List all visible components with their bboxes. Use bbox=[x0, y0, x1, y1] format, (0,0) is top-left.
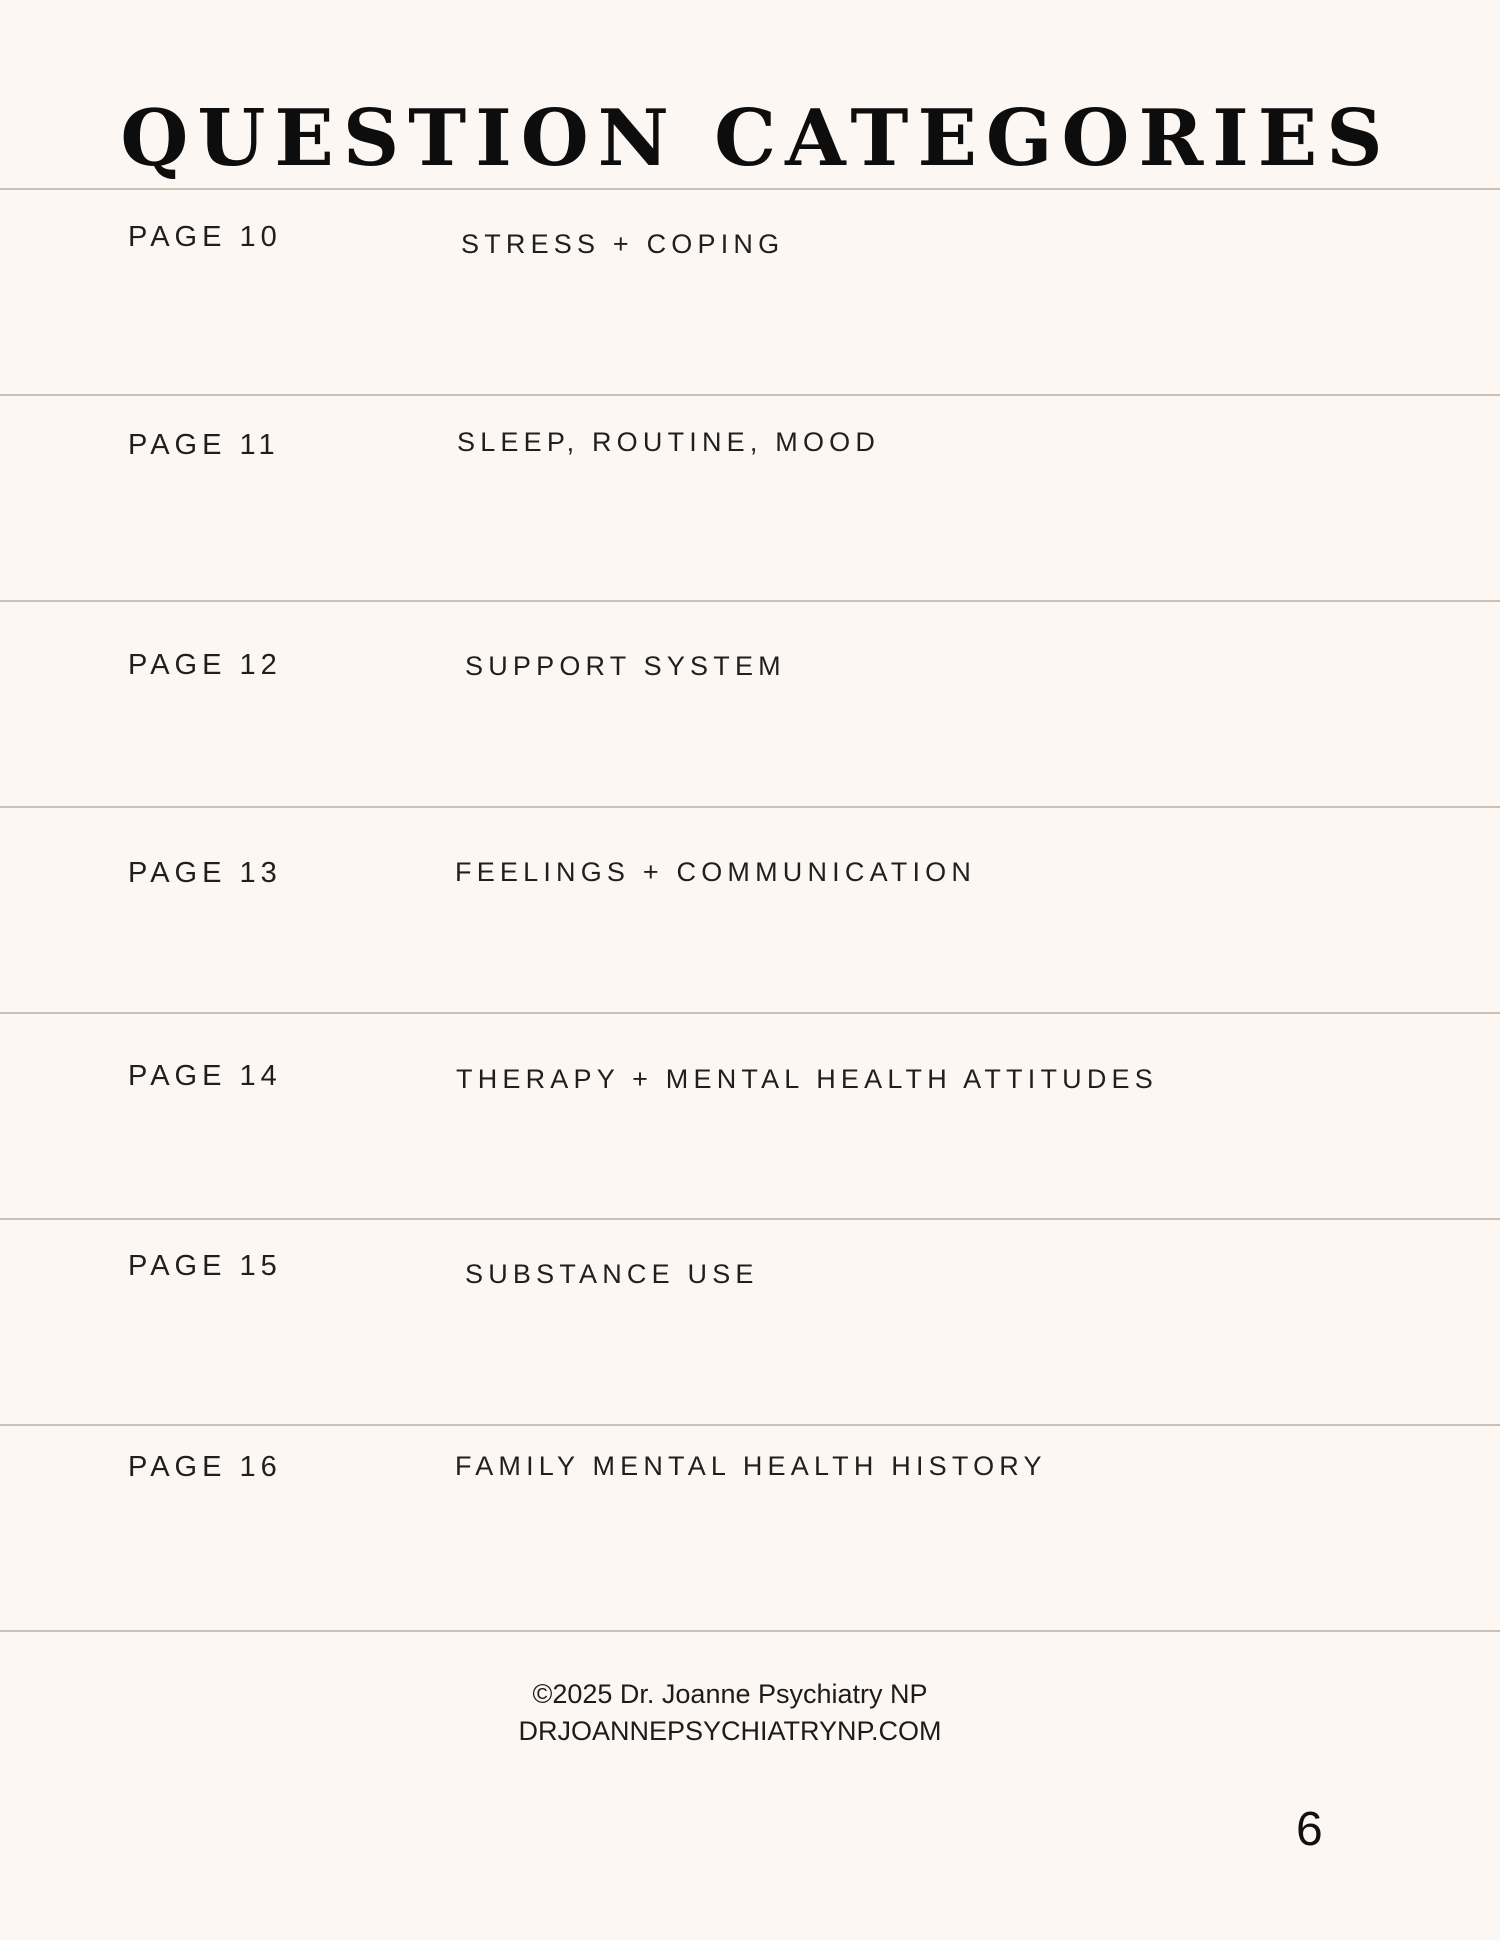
page-reference: PAGE 14 bbox=[128, 1060, 282, 1092]
category-label: FEELINGS + COMMUNICATION bbox=[455, 857, 977, 887]
page-reference: PAGE 10 bbox=[128, 221, 282, 253]
website-link[interactable]: DRJOANNEPSYCHIATRYNP.COM bbox=[518, 1716, 942, 1746]
page-reference: PAGE 11 bbox=[128, 429, 280, 461]
page-reference: PAGE 16 bbox=[128, 1451, 282, 1483]
divider bbox=[0, 1012, 1500, 1014]
page-title: QUESTION CATEGORIES bbox=[120, 93, 1392, 184]
category-label: SLEEP, ROUTINE, MOOD bbox=[457, 427, 881, 457]
divider bbox=[0, 394, 1500, 396]
category-label: SUBSTANCE USE bbox=[465, 1259, 759, 1289]
divider bbox=[0, 188, 1500, 190]
page-reference: PAGE 15 bbox=[128, 1250, 282, 1282]
category-label: THERAPY + MENTAL HEALTH ATTITUDES bbox=[456, 1064, 1158, 1094]
divider bbox=[0, 806, 1500, 808]
divider bbox=[0, 1630, 1500, 1632]
category-label: FAMILY MENTAL HEALTH HISTORY bbox=[455, 1451, 1047, 1481]
page-reference: PAGE 12 bbox=[128, 649, 282, 681]
divider bbox=[0, 1424, 1500, 1426]
category-label: STRESS + COPING bbox=[461, 229, 785, 259]
copyright-text: ©2025 Dr. Joanne Psychiatry NP bbox=[532, 1679, 928, 1709]
category-label: SUPPORT SYSTEM bbox=[465, 651, 786, 681]
divider bbox=[0, 1218, 1500, 1220]
page-number: 6 bbox=[1296, 1803, 1323, 1856]
footer bbox=[340, 1676, 1120, 1750]
page-reference: PAGE 13 bbox=[128, 857, 282, 889]
divider bbox=[0, 600, 1500, 602]
